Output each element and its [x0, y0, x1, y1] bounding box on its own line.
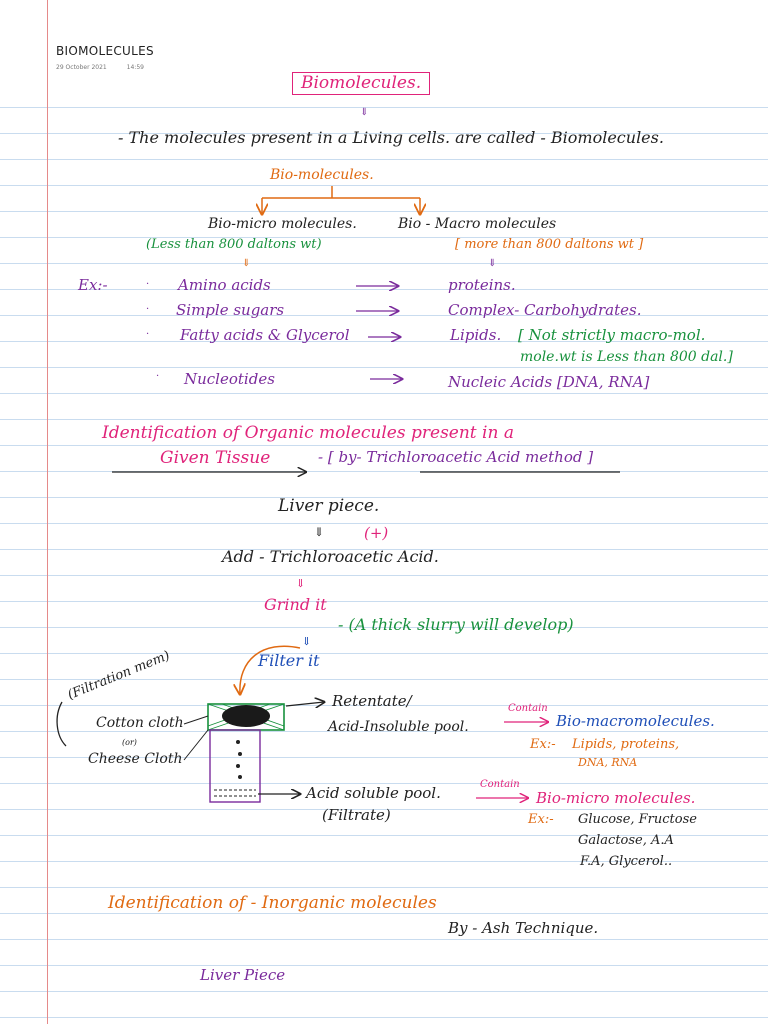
macro-examples-line1: Lipids, proteins, — [572, 737, 680, 752]
micro-result: Bio-micro molecules. — [536, 789, 696, 807]
down-arrow-4: ⇓ — [314, 525, 325, 539]
filtrate-label: (Filtrate) — [322, 806, 391, 824]
cheese-pointer — [184, 730, 208, 760]
micro-title: Bio-micro molecules. — [208, 216, 357, 232]
macro-weight: [ more than 800 daltons wt ] — [455, 237, 644, 252]
down-arrow-1: ⇓ — [360, 107, 369, 118]
bullet-4: · — [156, 371, 160, 382]
down-arrow-5: ⇓ — [296, 577, 306, 590]
inorganic-method: By - Ash Technique. — [448, 919, 599, 937]
document-time: 14:59 — [126, 64, 144, 71]
definition-text: - The molecules present in a Living cells. are called - Biomolecules. — [118, 128, 664, 147]
document-date: 29 October 2021 — [56, 64, 107, 71]
down-arrow-6: ⇓ — [302, 635, 312, 648]
micro-examples-line2: Galactose, A.A — [578, 833, 674, 848]
step-slurry: - (A thick slurry will develop) — [338, 615, 574, 634]
step-filter: Filter it — [258, 651, 320, 670]
classification-title: Bio-molecules. — [270, 167, 374, 183]
main-title: Biomolecules. — [292, 72, 430, 95]
lipid-note-line1: [ Not strictly macro-mol. — [518, 326, 706, 344]
document-title: BIOMOLECULES — [56, 44, 154, 58]
retentate-label: Retentate/ — [332, 692, 412, 710]
contain-label-2: Contain — [480, 779, 520, 790]
example-arrows — [356, 286, 402, 379]
bullet-2: · — [146, 304, 150, 315]
inorganic-heading: Identification of - Inorganic molecules — [108, 893, 437, 913]
micro-item-1: Amino acids — [178, 276, 271, 294]
micro-item-3: Fatty acids & Glycerol — [180, 326, 350, 344]
micro-item-4: Nucleotides — [184, 370, 275, 388]
lipid-note-line2: mole.wt is Less than 800 dal.] — [520, 349, 733, 365]
step-liver: Liver piece. — [278, 496, 380, 516]
macro-item-3: Lipids. — [450, 326, 502, 344]
acid-insoluble-label: Acid-Insoluble pool. — [328, 719, 469, 735]
step-grind: Grind it — [264, 595, 327, 614]
macro-item-1: proteins. — [448, 276, 516, 294]
classification-tree-lines — [262, 186, 420, 214]
organic-heading-line1: Identification of Organic molecules present in a — [102, 423, 514, 443]
liver-piece-bottom: Liver Piece — [200, 966, 286, 984]
macro-item-2: Complex- Carbohydrates. — [448, 301, 642, 319]
or-label: (or) — [122, 738, 137, 747]
cheese-label: Cheese Cloth — [88, 751, 183, 767]
ex-macro-label: Ex:- — [530, 737, 556, 752]
filter-curve-arrow — [240, 646, 300, 694]
micro-weight: (Less than 800 daltons wt) — [146, 237, 322, 252]
ex-micro-label: Ex:- — [528, 812, 554, 827]
down-arrow-3: ⇓ — [488, 258, 497, 269]
filtration-apparatus — [208, 704, 284, 802]
down-arrow-2: ⇓ — [242, 258, 251, 269]
macro-examples-line2: DNA, RNA — [578, 756, 638, 769]
micro-item-2: Simple sugars — [176, 301, 285, 319]
macro-result: Bio-macromolecules. — [556, 712, 715, 730]
organic-method: - [ by- Trichloroacetic Acid method ] — [318, 448, 594, 466]
contain-label-1: Contain — [508, 703, 548, 714]
cotton-label: Cotton cloth — [96, 715, 184, 731]
step-add: Add - Trichloroacetic Acid. — [222, 547, 439, 566]
cotton-pointer — [184, 716, 208, 724]
micro-examples-line3: F.A, Glycerol.. — [580, 854, 673, 869]
macro-item-4: Nucleic Acids [DNA, RNA] — [448, 373, 650, 391]
micro-examples-line1: Glucose, Fructose — [578, 812, 697, 827]
bullet-3: · — [146, 329, 150, 340]
filtration-label: (Filtration mem) — [65, 648, 173, 703]
label-bracket — [57, 702, 66, 746]
step-plus: (+) — [364, 524, 389, 542]
macro-title: Bio - Macro molecules — [398, 216, 557, 232]
retentate-arrow — [286, 702, 324, 706]
organic-heading-line2: Given Tissue — [160, 448, 271, 468]
acid-soluble-label: Acid soluble pool. — [306, 784, 441, 802]
bullet-1: · — [146, 279, 150, 290]
ex-label: Ex:- — [78, 276, 108, 294]
